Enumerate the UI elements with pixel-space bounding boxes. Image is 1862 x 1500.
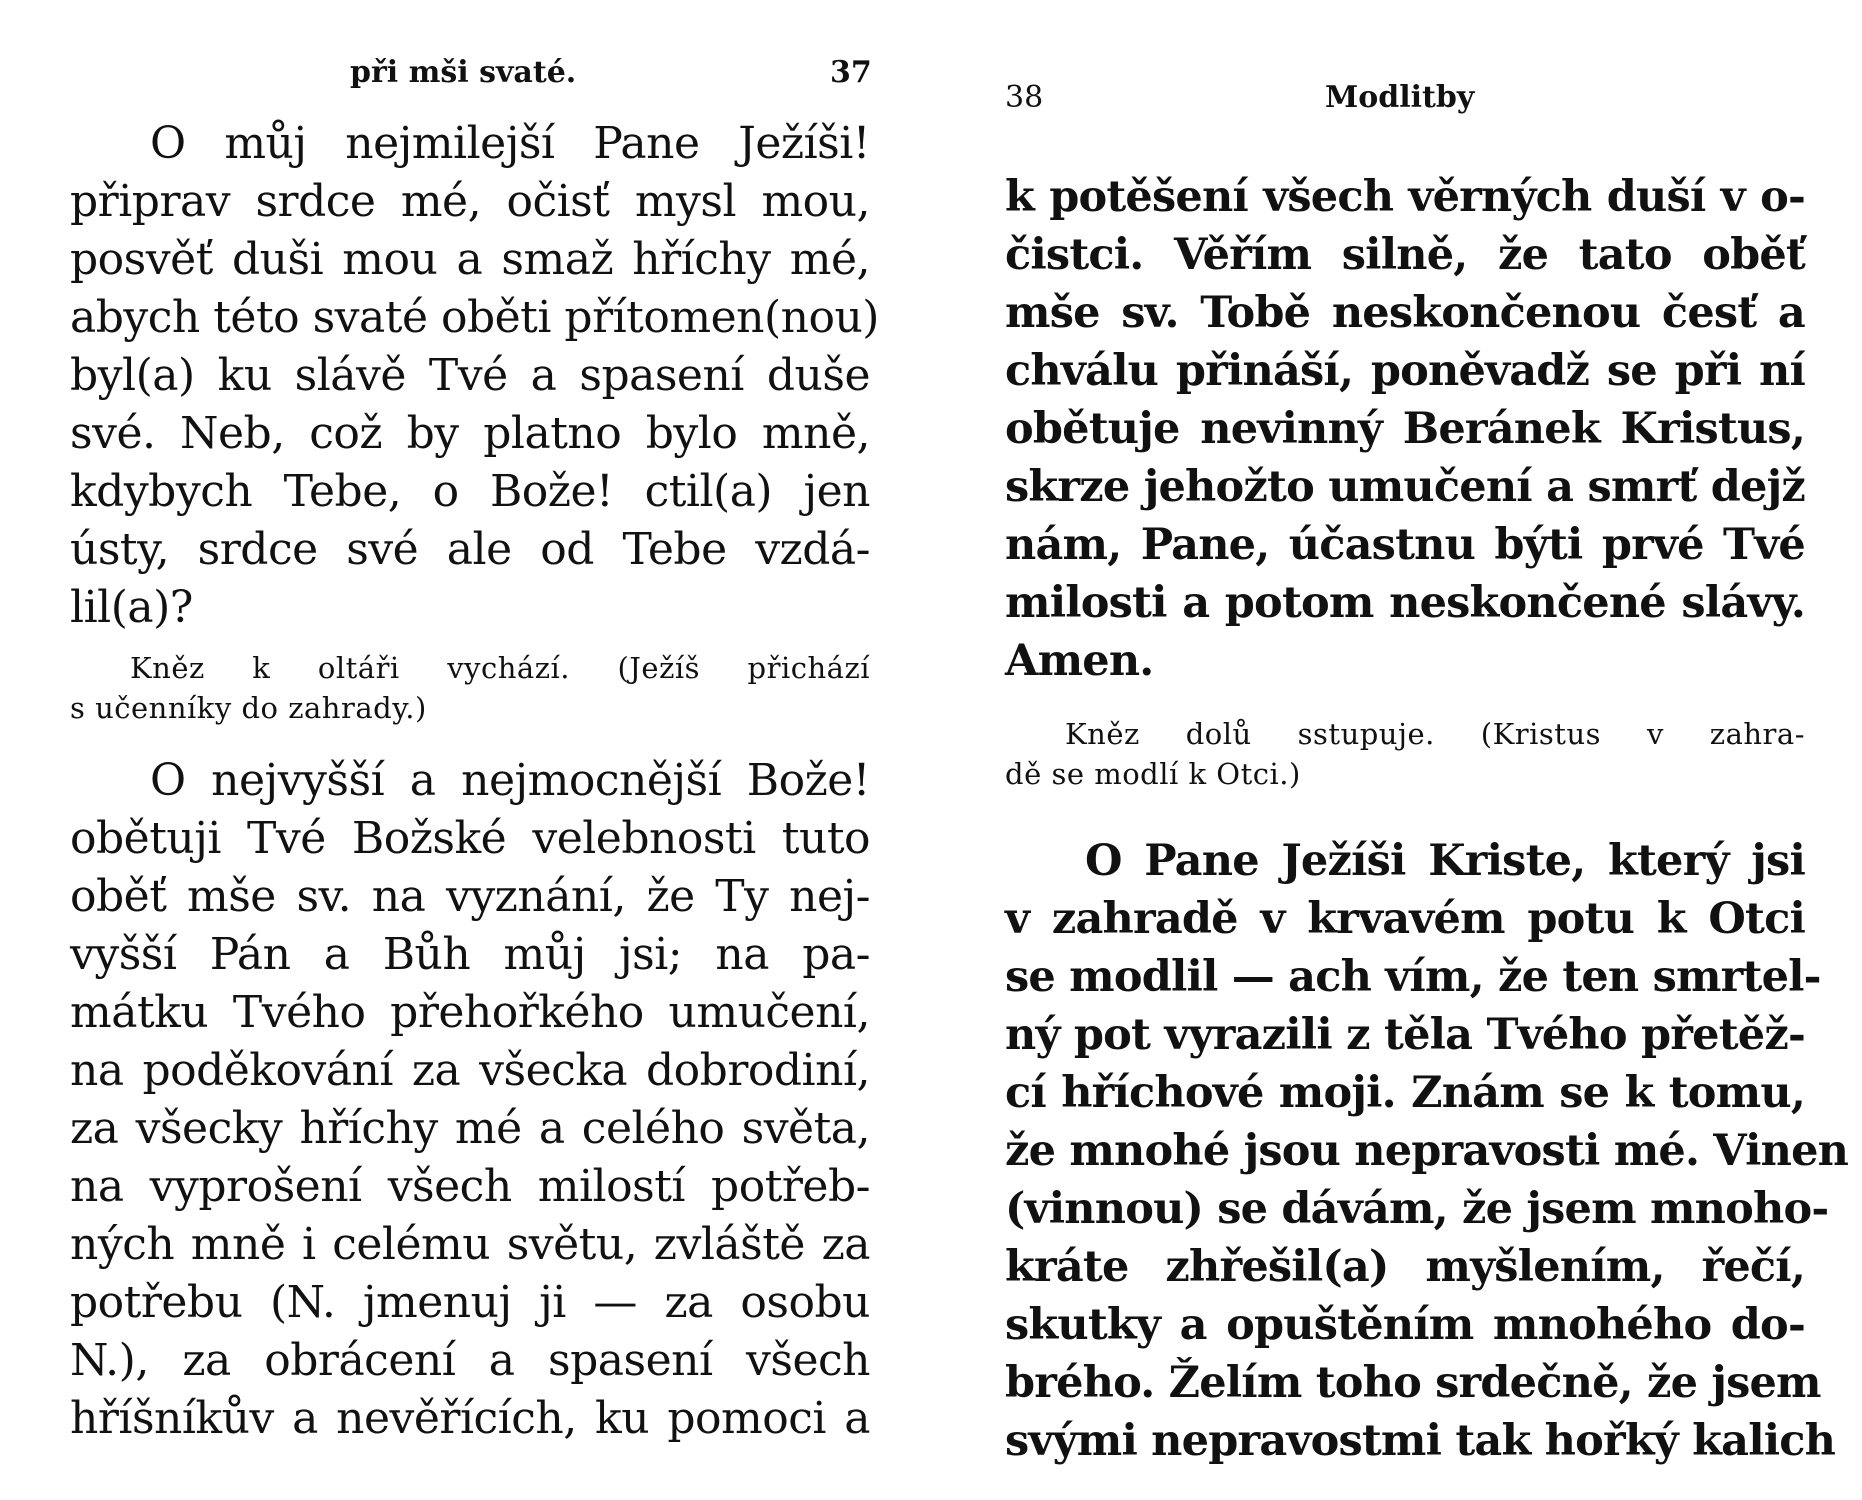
left-running-head [70, 55, 870, 115]
left-running-title: při mši svaté. [350, 55, 577, 90]
text-line: své. Neb, což by platno bylo mně, [70, 408, 870, 459]
text-line: brého. Želím toho srdečně, že jsem [1005, 1358, 1821, 1408]
left-paragraph-2 [70, 752, 870, 1448]
text-line: nám, Pane, účastnu býti prvé Tvé [1005, 520, 1805, 570]
text-line: Amen. [1005, 636, 1154, 686]
text-line: ústy, srdce své ale od Tebe vzdá- [70, 524, 870, 575]
text-line: abych této svaté oběti přítomen(nou) [70, 292, 879, 343]
text-line: ný pot vyrazili z těla Tvého přetěž- [1005, 1010, 1805, 1060]
right-running-title: Modlitby [1325, 80, 1475, 115]
right-paragraph-1 [1005, 168, 1805, 690]
text-line: na poděkování za všecka dobrodiní, [70, 1045, 870, 1096]
text-line: skutky a opuštěním mnohého do- [1005, 1300, 1805, 1350]
rubric-line: Kněz dolů sstupuje. (Kristus v zahra- [1065, 717, 1805, 751]
left-page [70, 0, 879, 1500]
text-line: N.), za obrácení a spasení všech [70, 1335, 870, 1386]
left-rubric [70, 648, 870, 728]
text-line: se modlil — ach vím, že ten smrtel- [1005, 952, 1821, 1002]
left-paragraph-1 [70, 115, 879, 637]
text-line: mše sv. Tobě neskončenou česť a [1005, 288, 1805, 338]
text-line: svými nepravostmi tak hořký kalich [1005, 1416, 1836, 1466]
text-line: vyšší Pán a Bůh můj jsi; na pa- [70, 929, 870, 980]
text-line: O Pane Ježíši Kriste, který jsi [1085, 836, 1805, 886]
text-line: připrav srdce mé, očisť mysl mou, [70, 176, 870, 227]
text-line: kráte zhřešil(a) myšlením, řečí, [1005, 1242, 1805, 1292]
text-line: milosti a potom neskončené slávy. [1005, 578, 1805, 628]
text-line: na vyprošení všech milostí potřeb- [70, 1161, 870, 1212]
text-line: potřebu (N. jmenuj ji — za osobu [70, 1277, 870, 1328]
text-line: hříšníkův a nevěřících, ku pomoci a [70, 1393, 870, 1444]
text-line: obětuji Tvé Božské velebnosti tuto [70, 813, 870, 864]
text-line: ných mně i celému světu, zvláště za [70, 1219, 870, 1270]
text-line: (vinnou) se dávám, že jsem mnoho- [1005, 1184, 1829, 1234]
right-rubric [1005, 714, 1805, 794]
text-line: cí hříchové moji. Znám se k tomu, [1005, 1068, 1805, 1118]
right-page-number: 38 [1005, 80, 1044, 115]
text-line: že mnohé jsou nepravosti mé. Vinen [1005, 1126, 1849, 1176]
rubric-line: s učenníky do zahrady.) [70, 691, 427, 725]
text-line: mátku Tvého přehořkého umučení, [70, 987, 870, 1038]
text-line: skrze jehožto umučení a smrť dejž [1005, 462, 1805, 512]
rubric-line: dě se modlí k Otci.) [1005, 757, 1301, 791]
text-line: chválu přináší, poněvadž se při ní [1005, 346, 1805, 396]
right-page [1005, 0, 1849, 1500]
text-line: lil(a)? [70, 582, 193, 633]
text-line: posvěť duši mou a smaž hříchy mé, [70, 234, 870, 285]
text-line: O můj nejmilejší Pane Ježíši! [150, 118, 870, 169]
text-line: kdybych Tebe, o Bože! ctil(a) jen [70, 466, 870, 517]
left-page-number: 37 [830, 55, 872, 90]
text-line: za všecky hříchy mé a celého světa, [70, 1103, 870, 1154]
text-line: v zahradě v krvavém potu k Otci [1005, 894, 1805, 944]
text-line: O nejvyšší a nejmocnější Bože! [150, 755, 870, 806]
text-line: oběť mše sv. na vyznání, že Ty nej- [70, 871, 870, 922]
right-paragraph-2 [1005, 832, 1849, 1470]
text-line: čistci. Věřím silně, že tato oběť [1005, 230, 1805, 280]
text-line: byl(a) ku slávě Tvé a spasení duše [70, 350, 870, 401]
text-line: k potěšení všech věrných duší v o- [1005, 172, 1805, 222]
text-line: obětuje nevinný Beránek Kristus, [1005, 404, 1805, 454]
right-running-head [1005, 80, 1805, 140]
rubric-line: Kněz k oltáři vychází. (Ježíš přichází [130, 651, 870, 685]
